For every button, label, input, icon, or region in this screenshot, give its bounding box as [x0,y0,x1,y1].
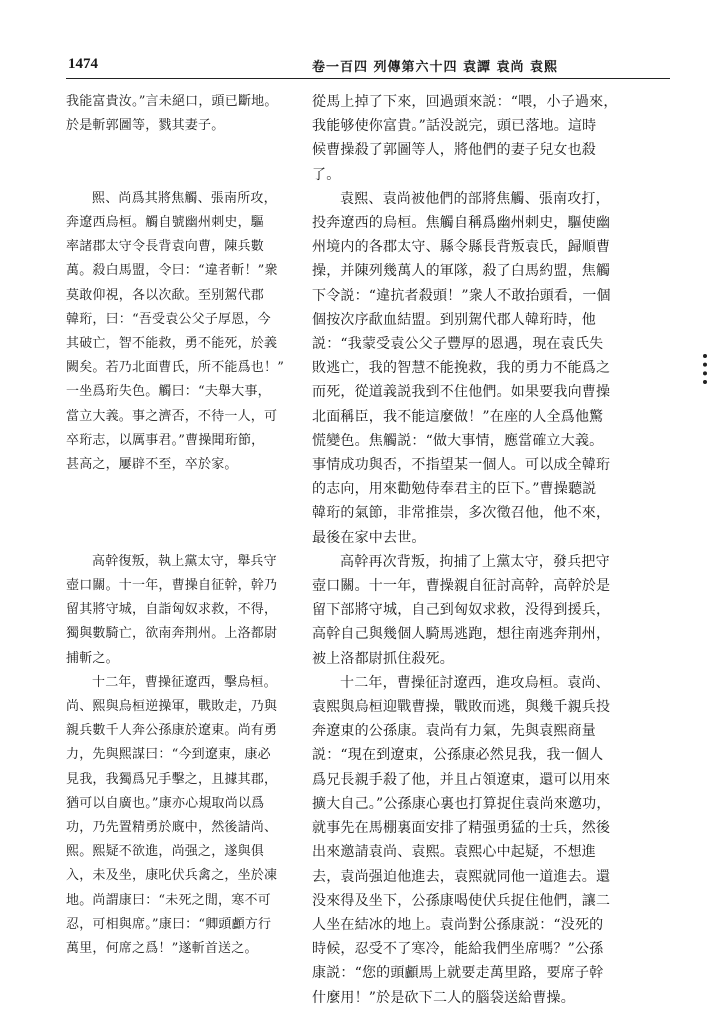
header-rule [66,78,670,79]
translation-paragraph: 袁熙、袁尚被他們的部將焦觸、張南攻打， 投奔遼西的烏桓。焦觸自稱爲幽州刺史，驅使幽 州境内的各郡太守、縣令縣長背叛袁氏，歸順曹 操，并陳列幾萬人的軍隊，殺了白馬約盟，焦觸 下令説：“違抗者殺頭！”衆人不敢抬頭看，一個 個按次序歃血結盟。到别駕代郡人韓珩時，他 説：“我蒙受袁公父子豐厚的恩遇，現在袁氏失 敗逃亡，我的智慧不能挽救，我的勇力不能爲之 而死，從道義説我到不住他們。如果要我向曹操 北面稱臣，我不能這麼做！”在座的人全爲他驚 慌變色。焦觸説：“做大事情，應當確立大義。 事情成功與否，不指望某一個人。可以成全韓珩 的志向，用來勸勉侍奉君主的臣下。”曹操聽説 韓珩的氣節，非常推崇，多次徵召他，他不來， 最後在家中去世。 [312,190,611,546]
margin-dot-mark [703,354,711,384]
translation-paragraph: 十二年，曹操征討遼西，進攻烏桓。袁尚、 袁熙與烏桓迎戰曹操，戰敗而逃，與幾千親兵投 奔遼東的公孫康。袁尚有力氣，先與袁熙商量 説：“現在到遼東，公孫康必然見我，我一個人 爲兄長親手殺了他，并且占領遼東，還可以用來 擴大自己。”公孫康心裏也打算捉住袁尚來邀功， 就事先在馬棚裏面安排了精强勇猛的士兵，然後 出來邀請袁尚、袁熙。袁熙心中起疑，不想進 去，袁尚强迫他進去，袁熙就同他一道進去。還 没來得及坐下，公孫康喝使伏兵捉住他們，讓二 人坐在結冰的地上。袁尚對公孫康説：“没死的 時候，忍受不了寒冷，能給我們坐席嗎？”公孫 康説：“您的頭顱馬上就要走萬里路，要席子幹 什麼用！”於是砍下二人的腦袋送給曹操。 [312,674,611,1006]
classical-paragraph: 我能富貴汝。”言未絕口，頭已斷地。 於是斬郭圖等，戮其妻子。 [66,94,278,134]
classical-text-column [66,90,310,961]
page-number: 1474 [68,56,98,72]
translation-paragraph: 從馬上掉了下來，回過頭來説：“喂，小子過來， 我能够使你富貴。”話没説完，頭已落地。這時 候曹操殺了郭圖等人，將他們的妻子兒女也殺 了。 [312,94,618,183]
paragraph-gap [66,477,310,525]
paragraph-gap [66,138,310,186]
classical-paragraph: 高幹復叛，執上黨太守，舉兵守 壺口關。十一年，曹操自征幹，幹乃 留其將守城，自詣匈奴求救，不得， 獨與數騎亡，欲南奔荆州。上洛都尉 捕斬之。 [66,553,278,666]
running-header: 卷一百四 列傳第六十四 袁譚 袁尚 袁熙 [311,60,559,75]
translation-paragraph: 高幹再次背叛，拘捕了上黨太守，發兵把守 壺口關。十一年，曹操親自征討高幹，高幹於是 留下部將守城，自己到匈奴求救，没得到援兵， 高幹自己與幾個人騎馬逃跑，想往南逃奔荆州， 被上洛都尉抓住殺死。 [312,553,611,667]
paragraph-gap [66,526,310,550]
classical-paragraph: 十二年，曹操征遼西，擊烏桓。 尚、熙與烏桓逆操軍，戰敗走，乃與 親兵數千人奔公孫康於遼東。尚有勇 力，先與熙謀曰：“今到遼東，康必 見我，我獨爲兄手擊之，且據其郡， 猶可以自廣也。”康亦心規取尚以爲 功，乃先置精勇於廐中，然後請尚、 熙。熙疑不欲進，尚强之，遂與俱 入，未及坐，康叱伏兵禽之，坐於凍 地。尚謂康曰：“未死之閒，寒不可 忍，可相與席。”康曰：“卿頭顱方行 萬里，何席之爲！”遂斬首送之。 [66,674,278,957]
classical-paragraph: 熙、尚爲其將焦觸、張南所攻， 奔遼西烏桓。觸自號幽州刺史，驅 率諸郡太守令長背袁向曹，陳兵數 萬。殺白馬盟，令曰：“違者斬！”衆 莫敢仰視，各以次歃。至别駕代郡 韓珩，曰：“吾受袁公父子厚恩，今 其破亡，智不能救，勇不能死，於義 闕矣。若乃北面曹氏，所不能爲也！” 一坐爲珩失色。觸曰：“夫舉大事， 當立大義。事之濟否，不待一人，可 卒珩志，以厲事君。”曹操聞珩節， 甚高之，屢辟不至，卒於家。 [66,190,285,473]
translation-column [312,90,670,1010]
